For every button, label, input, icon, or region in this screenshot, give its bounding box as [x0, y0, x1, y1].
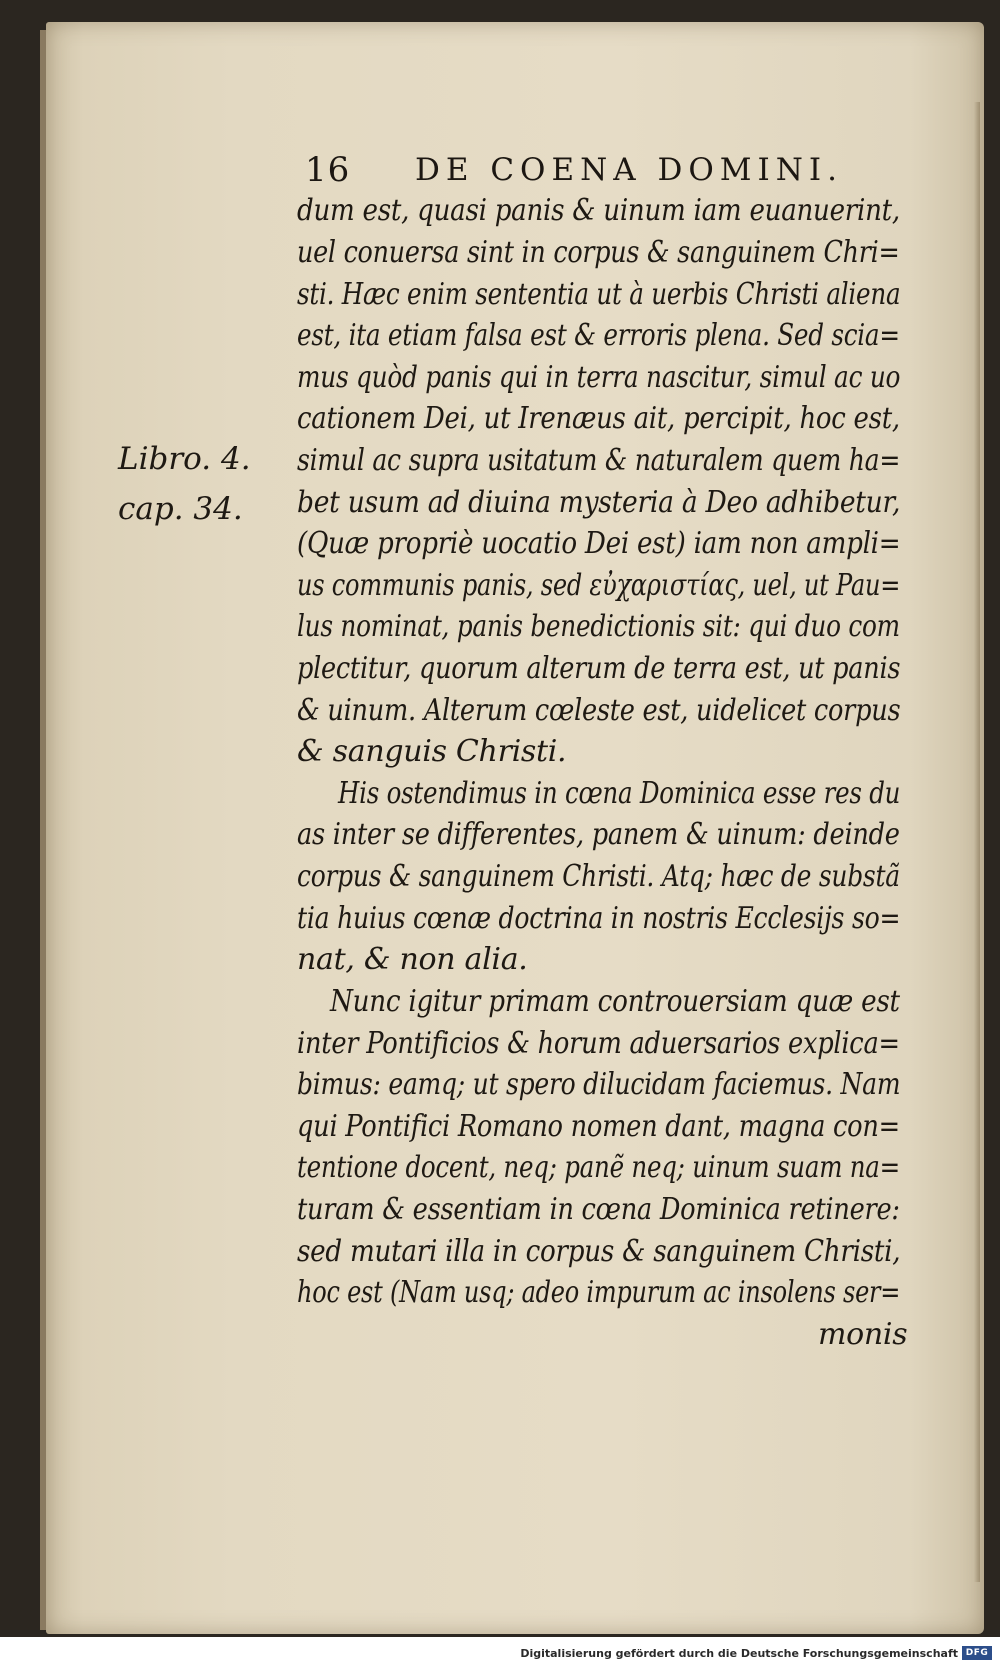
paragraph-first-line: His ostendimus in cœna Dominica esse res du: [338, 776, 901, 811]
text-line: turam & essentiam in cœna Dominica retinere:: [297, 1192, 900, 1227]
text-line: corpus & sanguinem Christi. Atq; hæc de substã: [297, 859, 900, 894]
margin-note-chapter: cap. 34.: [118, 491, 243, 527]
text-line: bet usum ad diuina mysteria à Deo adhibetur,: [297, 485, 901, 520]
text-line: nat, & non alia.: [297, 942, 528, 977]
text-line: inter Pontificios & horum aduersarios explica=: [297, 1026, 900, 1061]
text-line: sti. Hæc enim sententia ut à uerbis Christi aliena: [297, 277, 901, 312]
page-bleed-edge: [974, 102, 980, 1582]
catchword: monis: [818, 1317, 908, 1352]
text-line: us communis panis, sed εὐχαριστίας, uel, ut Pau=: [297, 568, 901, 603]
text-line: tia huius cœnæ doctrina in nostris Ecclesijs so=: [297, 901, 901, 936]
text-line: sed mutari illa in corpus & sanguinem Christi,: [297, 1234, 901, 1269]
dfg-logo: DFG: [962, 1646, 992, 1660]
text-line: hoc est (Nam usq; adeo impurum ac insolens ser=: [297, 1275, 901, 1310]
text-line: uel conuersa sint in corpus & sanguinem Chri=: [297, 235, 900, 270]
text-line: & sanguis Christi.: [297, 734, 567, 769]
page-number: 16: [305, 150, 351, 190]
text-line: bimus: eamq; ut spero dilucidam faciemus. Nam: [297, 1067, 901, 1102]
text-line: tentione docent, neq; panẽ neq; uinum suam na=: [297, 1150, 900, 1185]
text-line: (Quæ propriè uocatio Dei est) iam non ampli=: [297, 526, 901, 561]
text-line: dum est, quasi panis & uinum iam euanuerint,: [297, 193, 900, 228]
running-head: DE COENA DOMINI.: [415, 152, 843, 188]
text-line: plectitur, quorum alterum de terra est, ut panis: [297, 651, 901, 686]
paragraph-first-line: Nunc igitur primam controuersiam quæ est: [330, 984, 900, 1019]
funding-credit: Digitalisierung gefördert durch die Deutsche Forschungsgemeinschaft: [520, 1647, 958, 1660]
text-line: as inter se differentes, panem & uinum: deinde: [297, 817, 900, 852]
text-line: mus quòd panis qui in terra nascitur, simul ac uo: [297, 360, 901, 395]
text-line: lus nominat, panis benedictionis sit: qui duo com: [297, 609, 900, 644]
text-line: qui Pontifici Romano nomen dant, magna con=: [297, 1109, 900, 1144]
margin-note-book: Libro. 4.: [118, 441, 251, 477]
text-line: est, ita etiam falsa est & erroris plena. Sed scia=: [297, 318, 900, 353]
text-line: & uinum. Alterum cœleste est, uidelicet corpus: [297, 693, 901, 728]
text-line: simul ac supra usitatum & naturalem quem ha=: [297, 443, 901, 478]
digitization-footer: [0, 1640, 1000, 1667]
text-line: cationem Dei, ut Irenæus ait, percipit, hoc est,: [297, 401, 900, 436]
